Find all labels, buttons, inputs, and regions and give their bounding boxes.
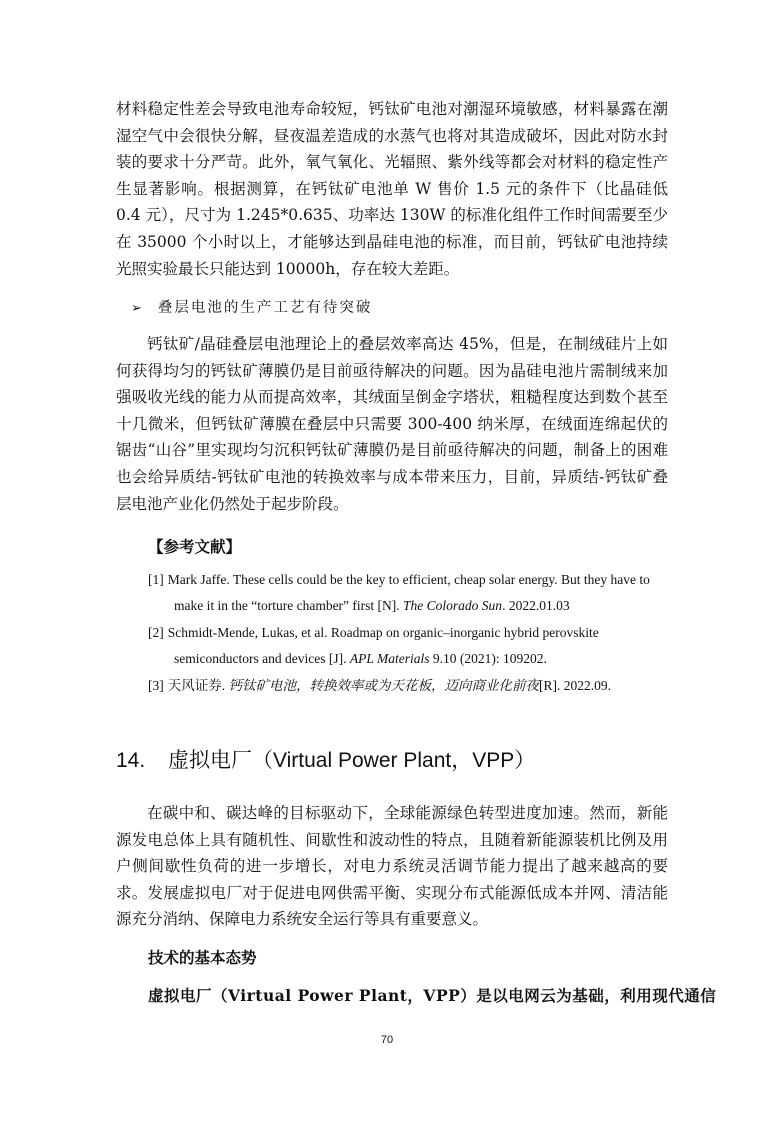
page-number: 70 xyxy=(380,1034,394,1046)
bullet-heading xyxy=(131,296,372,317)
reference-item: [3] 天风证券. 钙钛矿电池，转换效率或为天花板，迈向商业化前夜[R]. 2022.09. xyxy=(148,678,611,693)
section-number: 14. xyxy=(116,749,146,772)
references-heading: 【参考文献】 xyxy=(148,538,242,556)
paragraph-tandem: 钙钛矿/晶硅叠层电池理论上的叠层效率高达 45%，但是，在制绒硅片上如何获得均匀的钙钛矿薄膜仍是目前亟待解决的问题。因为晶硅电池片需制绒来加强吸收光线的能力从而提高效率，其绒面呈倒金字塔状，粗糙程度达到数个甚至十几微米，但钙钛矿薄膜在叠层中只需要 300-400 纳米厚，在绒面连绵起伏的锯齿“山谷”里实现均匀沉积钙钛矿薄膜仍是目前亟待解决的问题，制备上的困难也会给异质结-钙钛矿电池的转换效率与成本带来压力，目前，异质结-钙钛矿叠层电池产业化仍然处于起步阶段。 xyxy=(116,335,668,513)
section-title xyxy=(116,744,535,774)
bold-definition-line: 虚拟电厂（Virtual Power Plant，VPP）是以电网云为基础，利用现代通信 xyxy=(148,986,717,1005)
references-list xyxy=(148,567,668,699)
section-title-text: 虚拟电厂（Virtual Power Plant，VPP） xyxy=(168,749,536,772)
bullet-text: 叠层电池的生产工艺有待突破 xyxy=(157,300,373,316)
reference-item: [1] Mark Jaffe. These cells could be the key to efficient, cheap solar energy. But they have to make it in the “torture chamber” first [N]. The Colorado Sun. 2022.01.03 xyxy=(148,572,650,613)
reference-item: [2] Schmidt-Mende, Lukas, et al. Roadmap on organic–inorganic hybrid perovskite semiconductors and devices [J]. APL Materials 9.10 (2021): 109202. xyxy=(148,625,599,666)
subheading: 技术的基本态势 xyxy=(148,949,257,967)
paragraph-vpp-intro: 在碳中和、碳达峰的目标驱动下，全球能源绿色转型进度加速。然而，新能源发电总体上具有随机性、间歇性和波动性的特点，且随着新能源装机比例及用户侧间歇性负荷的进一步增长，对电力系统灵活调节能力提出了越来越高的要求。发展虚拟电厂对于促进电网供需平衡、实现分布式能源低成本并网、清洁能源充分消纳、保障电力系统安全运行等具有重要意义。 xyxy=(116,804,668,929)
paragraph-stability: 材料稳定性差会导致电池寿命较短，钙钛矿电池对潮湿环境敏感，材料暴露在潮湿空气中会很快分解，昼夜温差造成的水蒸气也将对其造成破坏，因此对防水封装的要求十分严苛。此外，氧气氧化、光辐照、紫外线等都会对材料的稳定性产生显著影响。根据测算，在钙钛矿电池单 W 售价 1.5 元的条件下（比晶硅低 0.4 元），尺寸为 1.245*0.635、功率达 130W 的标准化组件工作时间需要至少在 35000 个小时以上，才能够达到晶硅电池的标准，而目前，钙钛矿电池持续光照实验最长只能达到 10000h，存在较大差距。 xyxy=(116,100,668,278)
arrow-bullet-icon: ➢ xyxy=(131,301,144,316)
